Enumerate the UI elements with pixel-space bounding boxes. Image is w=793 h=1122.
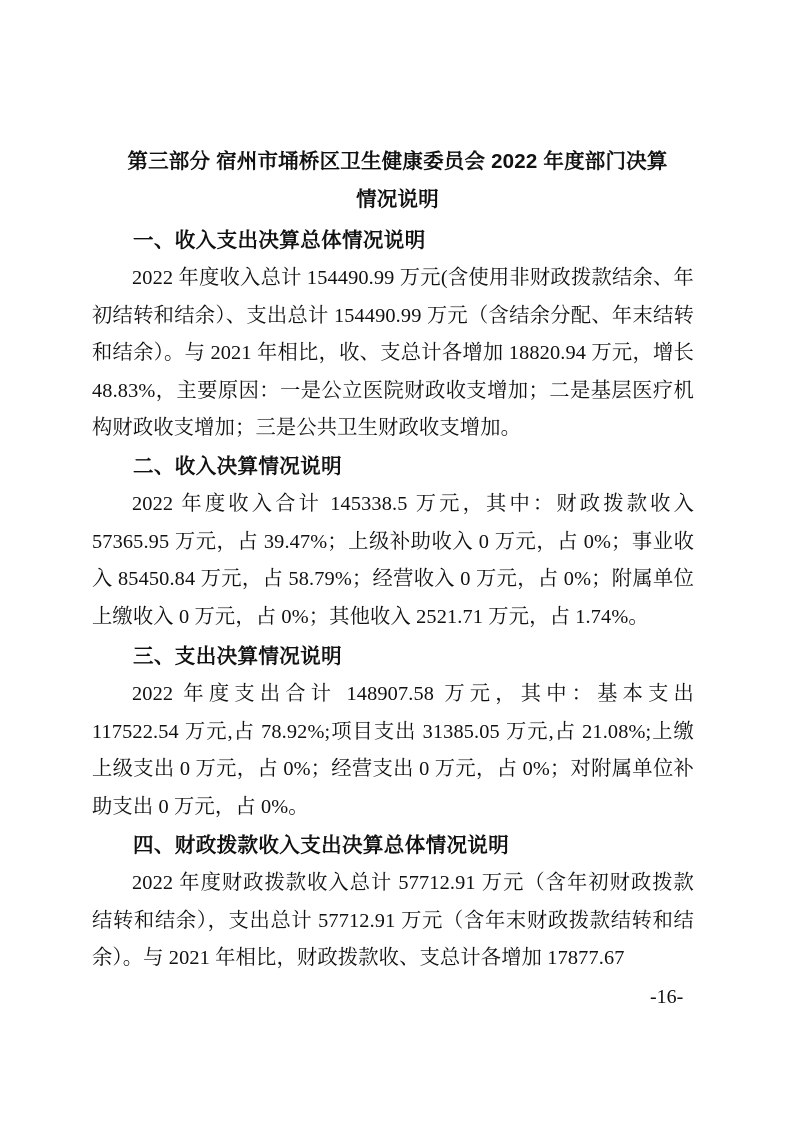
section-heading-4: 四、财政拨款收入支出决算总体情况说明 (133, 834, 510, 857)
section-body-1: 2022 年度收入总计 154490.99 万元(含使用非财政拨款结余、年初结转和结余）、支出总计 154490.99 万元（含结余分配、年末结转和结余）。与 2021 年相比，收、支总计各增加 18820.94 万元，增长 48.83%，主要原因：一是公立医院财政收支增加；二是基层医疗机构财政收支增加；三是公共卫生财政收支增加。 (92, 267, 694, 439)
section-heading-1: 一、收入支出决算总体情况说明 (133, 229, 426, 252)
section-heading-2: 二、收入决算情况说明 (133, 455, 342, 478)
page-title-continuation: 情况说明 (356, 188, 439, 211)
section-body-3: 2022 年度支出合计 148907.58 万元，其中：基本支出 117522.54 万元,占 78.92%;项目支出 31385.05 万元,占 21.08%;上缴上级支出 0 万元，占 0%；经营支出 0 万元，占 0%；对附属单位补助支出 0 万元，占 0%。 (92, 683, 694, 818)
page-number: -16- (650, 986, 684, 1008)
section-body-4: 2022 年度财政拨款收入总计 57712.91 万元（含年初财政拨款结转和结余），支出总计 57712.91 万元（含年末财政拨款结转和结余）。与 2021 年相比，财政拨款收、支总计各增加 17877.67 (92, 872, 694, 969)
page-title: 第三部分 宿州市埇桥区卫生健康委员会 2022 年度部门决算 (127, 150, 668, 173)
section-body-2: 2022 年度收入合计 145338.5 万元，其中：财政拨款收入 57365.95 万元，占 39.47%；上级补助收入 0 万元，占 0%；事业收入 85450.84 万元，占 58.79%；经营收入 0 万元，占 0%；附属单位上缴收入 0 万元，占 0%；其他收入 2521.71 万元，占 1.74%。 (92, 493, 694, 628)
section-heading-3: 三、支出决算情况说明 (133, 645, 342, 668)
